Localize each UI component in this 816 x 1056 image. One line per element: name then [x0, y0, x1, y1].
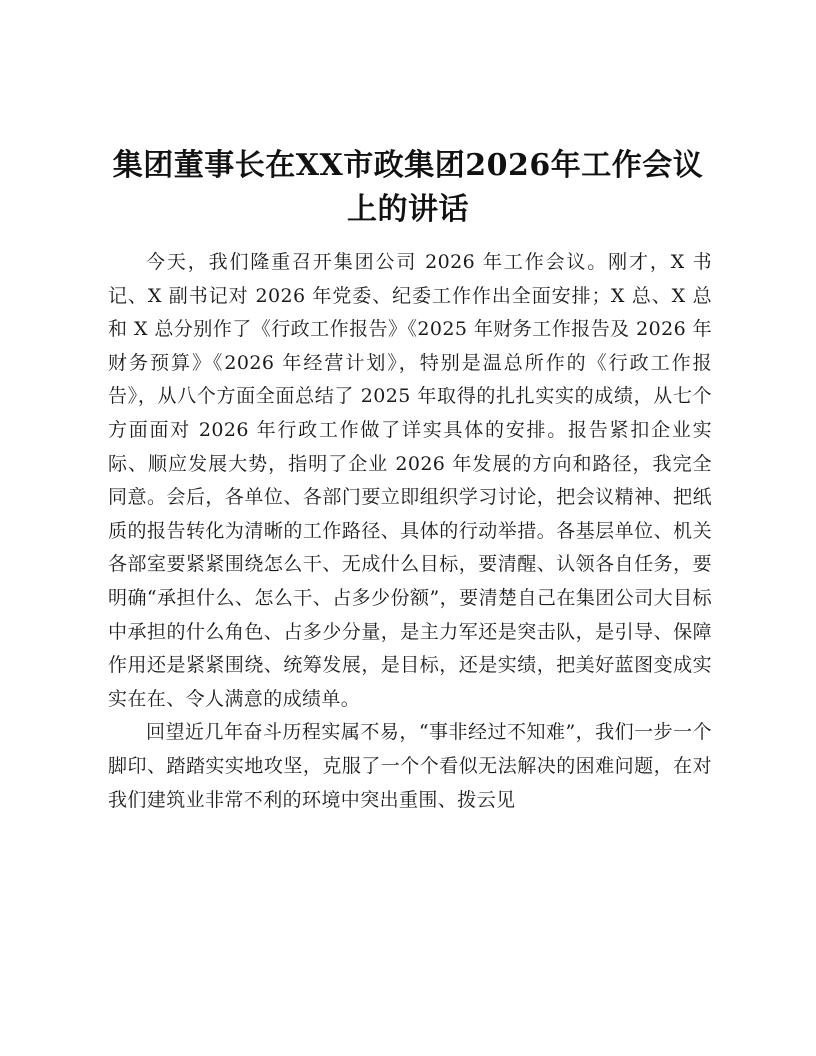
document-title: 集团董事长在XX市政集团2026年工作会议上的讲话 [112, 148, 704, 227]
document-body [108, 246, 712, 817]
paragraph: 回望近几年奋斗历程实属不易，“事非经过不知难”，我们一步一个脚印、踏踏实实地攻坚，克服了一个个看似无法解决的困难问题，在对我们建筑业非常不利的环境中突出重围、拨云见 [108, 721, 712, 811]
paragraph: 今天，我们隆重召开集团公司 2026 年工作会议。刚才，X 书记、X 副书记对 2026 年党委、纪委工作作出全面安排；X 总、X 总和 X 总分别作了《行政工作报告》《2025 年财务工作报告及 2026 年财务预算》《2026 年经营计划》，特别是温总所作的《行政工作报告》，从八个方面全面总结了 2025 年取得的扎扎实实的成绩，从七个方面面对 2026 年行政工作做了详实具体的安排。报告紧扣企业实际、顺应发展大势，指明了企业 2026 年发展的方向和路径，我完全同意。会后，各单位、各部门要立即组织学习讨论，把会议精神、把纸质的报告转化为清晰的工作路径、具体的行动举措。各基层单位、机关各部室要紧紧围绕怎么干、无成什么目标，要清醒、认领各自任务，要明确“承担什么、怎么干、占多少份额”，要清楚自己在集团公司大目标中承担的什么角色、占多少分量，是主力军还是突击队，是引导、保障作用还是紧紧围绕、统筹发展，是目标，还是实绩，把美好蓝图变成实实在在、令人满意的成绩单。 [108, 251, 712, 710]
